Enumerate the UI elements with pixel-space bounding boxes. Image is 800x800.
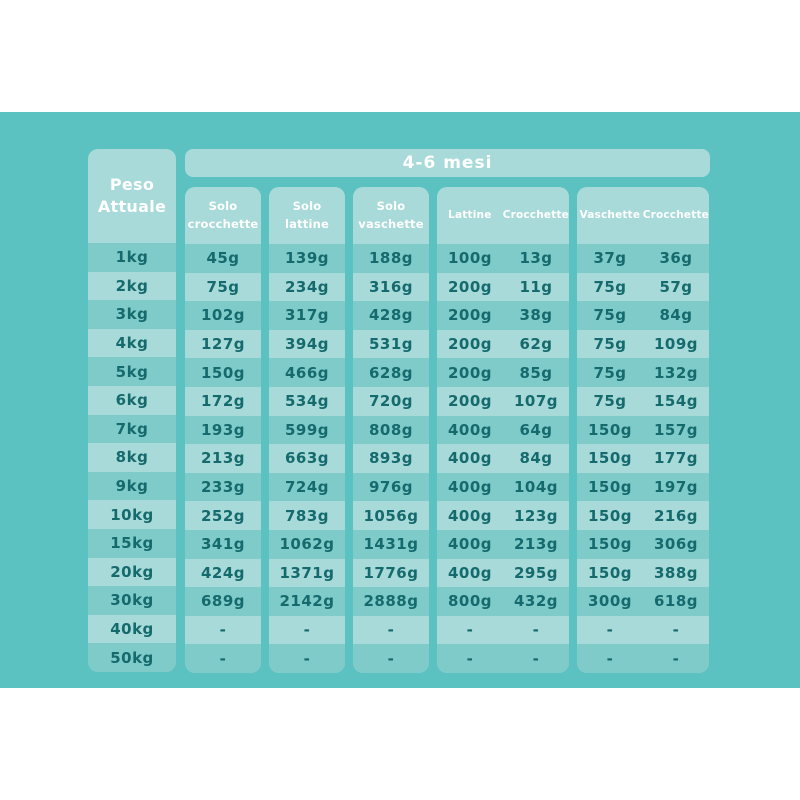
- column-lattine-crocchette: [437, 187, 569, 673]
- data-row: 252g: [185, 501, 261, 530]
- data-cell: 100g: [447, 249, 493, 268]
- column-header-solo-vaschette: [353, 187, 429, 244]
- data-cell: 150g: [587, 535, 633, 554]
- data-cell: 75g: [593, 335, 627, 354]
- data-row: [437, 501, 569, 530]
- data-cell: 150g: [587, 449, 633, 468]
- data-row: [577, 473, 709, 502]
- data-cell: 75g: [593, 277, 627, 296]
- data-cell: 400g: [447, 478, 493, 497]
- data-cell: 84g: [519, 449, 553, 468]
- data-cell: -: [606, 621, 614, 640]
- data-row: 150g: [185, 358, 261, 387]
- data-cell: 123g: [513, 506, 559, 525]
- data-row: -: [185, 616, 261, 645]
- weight-row: 5kg: [88, 357, 176, 386]
- column-rows: [437, 244, 569, 673]
- weight-row: 9kg: [88, 472, 176, 501]
- data-cell: 388g: [653, 563, 699, 582]
- column-header-line: Solo: [376, 199, 406, 214]
- weight-row: 8kg: [88, 443, 176, 472]
- data-row: 1056g: [353, 501, 429, 530]
- data-row: [437, 273, 569, 302]
- data-cell: 400g: [447, 506, 493, 525]
- data-cell: 37g: [593, 249, 627, 268]
- data-cell: 150g: [587, 420, 633, 439]
- data-row: [437, 473, 569, 502]
- column-rows: [577, 244, 709, 673]
- weight-header-line: Attuale: [97, 197, 167, 216]
- data-cell: 150g: [587, 478, 633, 497]
- data-row: 689g: [185, 587, 261, 616]
- data-cell: 84g: [659, 306, 693, 325]
- data-cell: 11g: [519, 277, 553, 296]
- data-cell: 75g: [593, 306, 627, 325]
- weight-row: 10kg: [88, 500, 176, 529]
- column-subheader: Vaschette: [579, 208, 641, 221]
- data-row: [577, 387, 709, 416]
- data-row: [437, 301, 569, 330]
- data-cell: 75g: [593, 392, 627, 411]
- data-row: 1431g: [353, 530, 429, 559]
- column-subheader: Crocchette: [642, 208, 709, 221]
- weight-row: 6kg: [88, 386, 176, 415]
- data-row: 316g: [353, 273, 429, 302]
- data-row: 127g: [185, 330, 261, 359]
- data-row: 188g: [353, 244, 429, 273]
- data-cell: 200g: [447, 363, 493, 382]
- data-cell: 157g: [653, 420, 699, 439]
- data-row: 213g: [185, 444, 261, 473]
- feeding-table-panel: [0, 112, 800, 688]
- data-cell: -: [672, 649, 680, 668]
- data-cell: 200g: [447, 392, 493, 411]
- weight-rows: [88, 243, 176, 672]
- data-cell: 400g: [447, 449, 493, 468]
- data-row: 599g: [269, 416, 345, 445]
- data-row: 45g: [185, 244, 261, 273]
- data-row: -: [353, 644, 429, 673]
- data-cell: 75g: [593, 363, 627, 382]
- data-row: [437, 587, 569, 616]
- data-cell: 800g: [447, 592, 493, 611]
- weight-row: 3kg: [88, 300, 176, 329]
- data-cell: -: [532, 621, 540, 640]
- column-vaschette-crocchette: [577, 187, 709, 673]
- data-row: [437, 616, 569, 645]
- data-row: [577, 587, 709, 616]
- data-row: 628g: [353, 358, 429, 387]
- column-rows: [185, 244, 261, 673]
- data-cell: 57g: [659, 277, 693, 296]
- data-row: -: [269, 616, 345, 645]
- data-row: [577, 616, 709, 645]
- data-row: [577, 244, 709, 273]
- data-row: 75g: [185, 273, 261, 302]
- data-cell: -: [466, 621, 474, 640]
- data-row: [577, 559, 709, 588]
- data-cell: 104g: [513, 478, 559, 497]
- data-cell: 295g: [513, 563, 559, 582]
- age-section: [185, 149, 710, 673]
- weight-row: 2kg: [88, 272, 176, 301]
- data-cell: 197g: [653, 478, 699, 497]
- data-row: 720g: [353, 387, 429, 416]
- data-cell: 109g: [653, 335, 699, 354]
- data-row: [577, 444, 709, 473]
- data-cell: 216g: [653, 506, 699, 525]
- column-header-line: Solo: [292, 199, 322, 214]
- data-row: [437, 444, 569, 473]
- weight-row: 40kg: [88, 615, 176, 644]
- data-row: [437, 559, 569, 588]
- data-cell: 200g: [447, 335, 493, 354]
- data-row: 102g: [185, 301, 261, 330]
- data-row: 531g: [353, 330, 429, 359]
- data-row: 234g: [269, 273, 345, 302]
- column-header-solo-crocchette: [185, 187, 261, 244]
- data-row: -: [185, 644, 261, 673]
- weight-row: 4kg: [88, 329, 176, 358]
- weight-row: 15kg: [88, 529, 176, 558]
- data-cell: 36g: [659, 249, 693, 268]
- data-row: -: [269, 644, 345, 673]
- column-rows: [269, 244, 345, 673]
- data-cell: 400g: [447, 563, 493, 582]
- age-range-banner: 4-6 mesi: [185, 149, 710, 177]
- column-solo-lattine: [269, 187, 345, 673]
- column-header-line: lattine: [284, 216, 330, 231]
- feeding-table: [88, 149, 710, 673]
- data-columns: [185, 187, 710, 673]
- data-cell: 200g: [447, 277, 493, 296]
- data-row: [577, 416, 709, 445]
- data-cell: 38g: [519, 306, 553, 325]
- data-row: 1776g: [353, 559, 429, 588]
- data-cell: 618g: [653, 592, 699, 611]
- data-row: [577, 644, 709, 673]
- data-row: 341g: [185, 530, 261, 559]
- data-row: [437, 244, 569, 273]
- data-row: 394g: [269, 330, 345, 359]
- data-cell: 85g: [519, 363, 553, 382]
- data-row: [437, 530, 569, 559]
- data-row: 1371g: [269, 559, 345, 588]
- data-row: 317g: [269, 301, 345, 330]
- data-row: 428g: [353, 301, 429, 330]
- data-cell: 400g: [447, 420, 493, 439]
- weight-column-header: [88, 149, 176, 243]
- data-cell: 200g: [447, 306, 493, 325]
- column-header-line: crocchette: [187, 216, 259, 231]
- data-row: [577, 330, 709, 359]
- data-cell: 150g: [587, 506, 633, 525]
- data-cell: 154g: [653, 392, 699, 411]
- column-solo-crocchette: [185, 187, 261, 673]
- data-row: [437, 387, 569, 416]
- data-row: 663g: [269, 444, 345, 473]
- data-row: [577, 301, 709, 330]
- data-row: 2888g: [353, 587, 429, 616]
- weight-row: 1kg: [88, 243, 176, 272]
- data-cell: 62g: [519, 335, 553, 354]
- data-cell: -: [672, 621, 680, 640]
- data-row: 172g: [185, 387, 261, 416]
- data-cell: 432g: [513, 592, 559, 611]
- column-header-line: vaschette: [358, 216, 424, 231]
- data-cell: 177g: [653, 449, 699, 468]
- data-row: 2142g: [269, 587, 345, 616]
- data-cell: 306g: [653, 535, 699, 554]
- data-cell: 213g: [513, 535, 559, 554]
- data-row: 534g: [269, 387, 345, 416]
- data-cell: 107g: [513, 392, 559, 411]
- data-cell: 64g: [519, 420, 553, 439]
- data-row: 193g: [185, 416, 261, 445]
- column-subheader: Crocchette: [502, 208, 569, 221]
- weight-header-line: Peso: [109, 175, 155, 195]
- data-row: 466g: [269, 358, 345, 387]
- data-row: 808g: [353, 416, 429, 445]
- data-row: 424g: [185, 559, 261, 588]
- data-row: [437, 416, 569, 445]
- data-cell: -: [606, 649, 614, 668]
- column-subheader: Lattine: [448, 208, 492, 221]
- weight-column: [88, 149, 176, 672]
- data-row: -: [353, 616, 429, 645]
- data-row: 783g: [269, 501, 345, 530]
- data-row: 976g: [353, 473, 429, 502]
- data-row: [577, 530, 709, 559]
- data-row: [437, 644, 569, 673]
- column-solo-vaschette: [353, 187, 429, 673]
- data-row: 893g: [353, 444, 429, 473]
- column-rows: [353, 244, 429, 673]
- data-cell: 300g: [587, 592, 633, 611]
- column-header-solo-lattine: [269, 187, 345, 244]
- column-header-vaschette-crocchette: [577, 187, 709, 244]
- data-row: 1062g: [269, 530, 345, 559]
- data-cell: -: [466, 649, 474, 668]
- data-row: [577, 501, 709, 530]
- data-row: [577, 273, 709, 302]
- data-cell: 132g: [653, 363, 699, 382]
- data-row: 139g: [269, 244, 345, 273]
- data-row: 724g: [269, 473, 345, 502]
- data-cell: -: [532, 649, 540, 668]
- data-cell: 13g: [519, 249, 553, 268]
- column-header-line: Solo: [208, 199, 238, 214]
- weight-row: 20kg: [88, 558, 176, 587]
- data-cell: 400g: [447, 535, 493, 554]
- weight-row: 50kg: [88, 643, 176, 672]
- data-cell: 150g: [587, 563, 633, 582]
- column-header-lattine-crocchette: [437, 187, 569, 244]
- data-row: [577, 358, 709, 387]
- weight-row: 30kg: [88, 586, 176, 615]
- data-row: [437, 358, 569, 387]
- data-row: [437, 330, 569, 359]
- data-row: 233g: [185, 473, 261, 502]
- weight-row: 7kg: [88, 415, 176, 444]
